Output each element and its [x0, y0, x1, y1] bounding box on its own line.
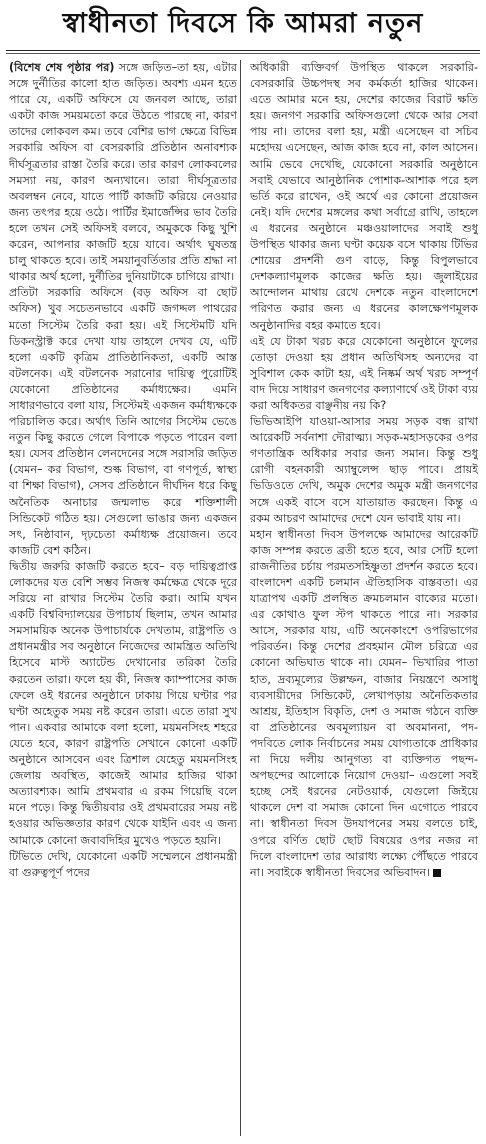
paragraph: টিভিতে দেখি, যেকোনো একটি সম্মেলনে প্রধানমন্ত্রী বা গুরুত্বপূর্ণ পদের: [9, 849, 237, 879]
paragraph: ভিভিআইপি যাওয়া-আসার সময় সড়ক বন্ধ রাখা আরেকটি সর্বনাশা দৌরাত্ম্য। সড়ক-মহাসড়কের ওপর গণতান্ত্রিক অধিকার সবার জন্য সমান। কিন্তু শুধু রোগী বহনকারী অ্যাম্বুলেন্স ছাড় পাবে। প্রায়ই ভিডিওতে দেখি, অমুক দেশের অমুক মন্ত্রী জনগণের সঙ্গে একই বাসে বসে যাতায়াত করছেন। কিন্তু এ রকম আচরণ আমাদের দেশে যেন ভাবাই যায় না।: [250, 415, 478, 525]
right-column: [250, 60, 478, 1138]
continuation-lead: (বিশেষ শেষ পৃষ্ঠার পর): [9, 61, 115, 74]
article-headline: স্বাধীনতা দিবসে কি আমরা নতুন: [62, 7, 424, 39]
paragraph: দ্বিতীয় জরুরি কাজটি করতে হবে– বড় দায়িত্বপ্রাপ্ত লোকদের যত বেশি সম্ভব নিজস্ব কর্মক্ষেত্র থেকে দূরে সরিয়ে না রাখার সিস্টেম তৈরি করা। আমি যখন একটি বিশ্ববিদ্যালয়ের উপাচার্য ছিলাম, তখন আমার সমসাময়িক অনেক উপাচার্যকে দেখতাম, রাষ্ট্রপতি ও প্রধানমন্ত্রীর সব অনুষ্ঠানে নিজেদের আমন্ত্রিত অতিথি হিসেবে মাস্ট অ্যাটেন্ড দেখানোর তরিকা তৈরি করতেন তারা। ফলে হয় কী, নিজস্ব ক্যাম্পাসের কাজ ফেলে ওই ধরনের অনুষ্ঠানে ঢাকায় গিয়ে ঘণ্টার পর ঘণ্টা অহেতুক সময় নষ্ট করেন তারা। এতে তারা সুখ পান। একবার আমাকে বলা হলো, ময়মনসিংহ শহরে যেতে হবে, কারণ রাষ্ট্রপতি সেখানে কোনো একটি অনুষ্ঠানে আসবেন এবং ত্রিশাল যেহেতু ময়মনসিংহ জেলায় অবস্থিত, কাজেই আমার হাজির থাকা অত্যাবশ্যক। আমি প্রথমবার এ রকম গিয়েছি বলে মনে পড়ে। কিন্তু দ্বিতীয়বার ওই প্রথমবারের সময় নষ্ট হওয়ার অভিজ্ঞতার কারণ থেকে যাইনি এবং এ জন্য আমাকে কোনো জবাবদিহির মুখেও পড়তে হয়নি।: [9, 559, 237, 847]
end-mark-icon: [433, 869, 441, 877]
column-divider: [240, 60, 241, 1136]
paragraph: অধিকারী ব্যক্তিবর্গ উপস্থিত থাকলে সরকারি-বেসরকারি উচ্চপদস্থ সব কর্মকর্তা হাজির থাকেন। এতে আমার মনে হয়, দেশের কাজের বিরাট ক্ষতি হয়। জনগণ সরকারি অফিসগুলো থেকে আর সেবা পায় না। তাদের বলা হয়, মন্ত্রী এসেছেন বা সচিব মহোদয় এসেছেন, আজ কাজ হবে না, কাল আসেন। আমি ভেবে দেখেছি, যেকোনো সরকারি অনুষ্ঠানে সবাই যেভাবে আনুষ্ঠানিক পোশাক-আশাক পরে হল ভর্তি করে রাখেন, ওই অর্থে এর কোনো প্রয়োজন নেই। যদি দেশের মঙ্গলের কথা সর্বাগ্রে রাখি, তাহলে এ ধরনের অনুষ্ঠানে মঞ্চওয়ালাদের সবাই শুধু উপস্থিত থাকার জন্য ঘণ্টা কয়েক বসে থাকায় টিভির শোয়ের প্রদর্শনী গুণ বাড়ে, কিন্তু বিপুলভাবে দেশকল্যাণমূলক কাজের ক্ষতি হয়। জুলাইয়ের আন্দোলন মাথায় রেখে দেশকে নতুন বাংলাদেশে পরিণত করার জন্য এ ধরনের কালক্ষেপণমূলক অনুষ্ঠানাদির বহর কমাতে হবে।: [250, 61, 478, 332]
paragraph: এই যে টাকা খরচ করে যেকোনো অনুষ্ঠানে ফুলের তোড়া দেওয়া হয় প্রধান অতিথিসহ অন্যদের বা সুবিশাল কেক কাটা হয়, এই নিষ্কর্ম অর্থ খরচ সম্পূর্ণ বাদ দিয়ে সাধারণ জনগণের কল্যাণার্থে ওই টাকা ব্যয় করা অধিকতর বাঞ্ছনীয় নয় কি?: [250, 334, 478, 412]
paragraph: প্রতিটা সরকারি অফিসে (বড় অফিস বা ছোট অফিস) খুব সচেতনভাবে একটি জগদ্দল পাথরের মতো সিস্টেম তৈরি করা হয়। এই সিস্টেমটি যদি ডিকনস্ট্রাক্ট করে দেখা যায় তাহলে দেখব যে, এটি হলো একটি কৃত্রিম প্রাতিষ্ঠানিকতা, একটি আস্ত বটলনেক। এই বটলনেক সরানোর দায়িত্ব পুরোটিই যেকোনো প্রতিষ্ঠানের কর্মাধ্যক্ষের। এমনি সাধারণভাবে বলা যায়, সিস্টেমই একজন কর্মাধ্যক্ষকে পরিচালিত করে। অর্থাৎ তিনি আগের সিস্টেম ভেঙে নতুন কিছু করতে গেলে বিপাকে পড়তে পারেন বলা হয়। যেসব প্রতিষ্ঠান লেনদেনের সঙ্গে সরাসরি জড়িত (যেমন– কর বিভাগ, শুল্ক বিভাগ, বা গণপূর্ত, স্বাস্থ্য বা শিক্ষা বিভাগ), সেসব প্রতিষ্ঠানে দীর্ঘদিন ধরে কিছু অনৈতিক অনাচার জন্মলাভ করে শক্তিশালী সিন্ডিকেট গঠিত হয়। সেগুলো ভাঙার জন্য একজন সৎ, নিষ্ঠাবান, দৃঢ়চেতা কর্মাধ্যক্ষ প্রয়োজন। তবে কাজটি বেশ কঠিন।: [9, 286, 237, 557]
paragraph-text: মহান স্বাধীনতা দিবস উপলক্ষে আমাদের আরেকটি কাজ সম্পন্ন করতে ব্রতী হতে হবে, আর সেটি হলো রাজনীতির চর্চায় পরমতসহিষ্ণুতা প্রদর্শন করতে হবে। বাংলাদেশ একটি চলমান ঐতিহাসিক বাস্তবতা। এর যাত্রাপথ একটি প্রলম্বিত ক্রমচলমান বাক্যের মতো। এর কোথাও ফুল স্টপ থাকতে পারে না। সরকার আসে, সরকার যায়, এটি অনেকাংশে ওপরিভাগের পরিবর্তন। কিন্তু দেশের প্রবহমান মৌল চরিত্রে এর কোনো অভিঘাত থাকে না। যেমন– ভিখারির পাতা হাত, দ্রব্যমূল্যের উল্লম্ফন, বাজার নিয়ন্ত্রণে অসাধু ব্যবসায়ীদের সিন্ডিকেট, লেখাপড়ায় অনৈতিকতার আশ্রয়, ইতিহাস বিকৃতি, দেশ ও সমাজ গঠনে ব্যক্তি বা প্রতিষ্ঠানের অবমূল্যায়ন বা অবমাননা, পদ-পদবিতে লোক নির্বাচনের সময় যোগ্যতাকে প্রাধিকার না দিয়ে দলীয় আনুগত্য বা ব্যক্তিগত পছন্দ-অপছন্দের আলোকে নিয়োগ দেওয়া– এগুলো সবই হচ্ছে সেই ধরনের নেটওয়ার্ক, যেগুলো জিইয়ে থাকলে দেশ বা সমাজ কোনো দিন এগোতে পারবে না। স্বাধীনতা দিবস উদযাপনের সময় বলতে চাই, ওপরে বর্ণিত ছোট ছোট বিষয়ের ওপর নজর না দিলে বাংলাদেশ তার আরাধ্য লক্ষ্যে পৌঁছতে পারবে না। সবাইকে স্বাধীনতা দিবসের অভিবাদন।: [250, 527, 478, 879]
paragraph: [9, 60, 237, 285]
left-column: [9, 60, 237, 1138]
headline-rule-thin: [6, 53, 480, 54]
headline-rule: [6, 50, 480, 51]
paragraph: [250, 527, 478, 881]
paragraph-text: সঙ্গে জড়িত–তা হয়, এটার সঙ্গে দুর্নীতির কালো হাত জড়িত। অবশ্য এমন হতে পারে যে, একটি অফিসে যে জনবল আছে, তারা একটা কাজ সময়মতো করে উঠতে পারছে না, কারণ তাদের লোকবল কম। তবে বেশির ভাগ ক্ষেত্রে বিভিন্ন সরকারি অফিস বা বেসরকারি প্রতিষ্ঠান অনাবশ্যক দীর্ঘসূত্রতার রাস্তা তৈরি করে। তার কারণ লোকবলের সমস্যা নয়, কারণ অন্যখানে। তারা দীর্ঘসূত্রতার অবলম্বন নেবে, যাতে পার্টি কাজটি করিয়ে নেওয়ার জন্য তৎপর হয়ে ওঠে। পার্টির ইমার্জেন্সির ভাব তৈরি হলে তখন সেই অফিসই বলবে, অমুককে কিছু খুশি করেন, আপনার কাজটি হয়ে যাবে। অর্থাৎ ঘুষতন্ত্র চালু থাকতে হবে। তাই সময়ানুবর্তিতার প্রতি শ্রদ্ধা না থাকার অর্থ হলো, দুর্নীতির দুনিয়াটাকে চাগিয়ে রাখা।: [9, 61, 237, 284]
